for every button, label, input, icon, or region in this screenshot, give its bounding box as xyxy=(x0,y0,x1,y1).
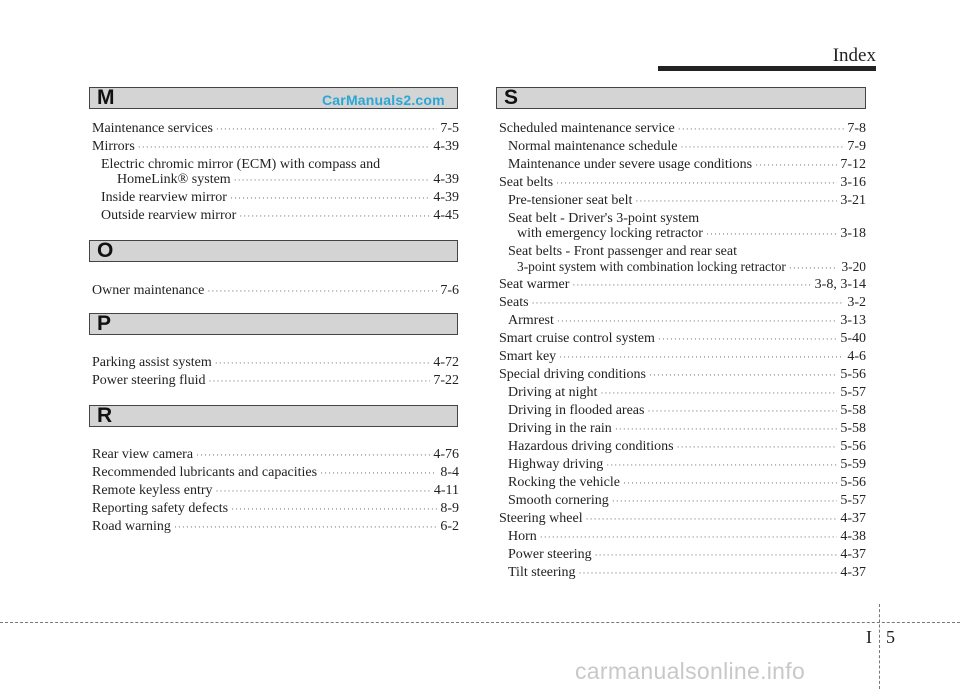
dot-leader xyxy=(215,355,431,372)
index-entry-driver-belt-line1: Seat belt - Driver's 3-point system xyxy=(508,211,700,226)
section-letter-p: P xyxy=(97,312,112,335)
dot-leader xyxy=(595,547,838,564)
index-entry-severe-usage xyxy=(508,156,866,174)
entry-page: 3-13 xyxy=(840,313,866,328)
entry-label: Road warning xyxy=(92,519,171,534)
entry-page: 7-6 xyxy=(440,283,459,298)
index-entry-road-warning xyxy=(92,518,459,536)
dot-leader xyxy=(677,439,838,456)
index-entry-armrest xyxy=(508,312,866,330)
section-header-p xyxy=(89,313,458,335)
entry-label: Seats xyxy=(499,295,529,310)
index-entry-rear-view-camera xyxy=(92,446,459,464)
index-entry-combination-retractor xyxy=(517,258,866,277)
entry-label: Mirrors xyxy=(92,139,135,154)
entry-page: 4-39 xyxy=(433,172,459,187)
index-entry-remote-keyless xyxy=(92,482,459,500)
entry-page: 4-38 xyxy=(840,529,866,544)
dot-leader xyxy=(239,208,430,225)
entry-label: Smart key xyxy=(499,349,557,364)
index-entry-front-belt-line1: Seat belts - Front passenger and rear seat xyxy=(508,244,737,259)
entry-page: 4-6 xyxy=(847,349,866,364)
dot-leader xyxy=(680,139,844,156)
dot-leader xyxy=(138,139,431,156)
entry-page: 4-39 xyxy=(433,190,459,205)
dot-leader xyxy=(635,193,837,210)
dot-leader xyxy=(557,313,837,330)
entry-label: Hazardous driving conditions xyxy=(508,439,674,454)
entry-label: Recommended lubricants and capacities xyxy=(92,465,318,480)
entry-page: 4-76 xyxy=(433,447,459,462)
entry-page: 4-37 xyxy=(840,547,866,562)
index-entry-lubricants xyxy=(92,464,459,482)
entry-label: Maintenance under severe usage conditions xyxy=(508,157,753,172)
entry-page: 8-9 xyxy=(440,501,459,516)
entry-page: 7-8 xyxy=(847,121,866,136)
entry-label: Seat belts xyxy=(499,175,554,190)
entry-label: Special driving conditions xyxy=(499,367,646,382)
dot-leader xyxy=(606,457,837,474)
index-entry-smooth-cornering xyxy=(508,492,866,510)
entry-label: Smooth cornering xyxy=(508,493,609,508)
index-entry-tilt-steering xyxy=(508,564,866,582)
footer-vertical-rule xyxy=(879,604,880,689)
entry-label: Rocking the vehicle xyxy=(508,475,620,490)
entry-label: Armrest xyxy=(508,313,554,328)
entry-label: with emergency locking retractor xyxy=(517,226,703,241)
entry-page: 4-37 xyxy=(840,511,866,526)
index-entry-seat-belts xyxy=(499,174,866,192)
dot-leader xyxy=(615,421,838,438)
entry-page: 3-8, 3-14 xyxy=(814,277,866,292)
entry-page: 5-57 xyxy=(840,493,866,508)
index-entry-power-steering-fluid xyxy=(92,372,459,390)
entry-page: 5-56 xyxy=(840,475,866,490)
dot-leader xyxy=(572,277,811,294)
index-entry-mirrors xyxy=(92,138,459,156)
index-entry-owner-maintenance xyxy=(92,282,459,300)
entry-page: 5-56 xyxy=(840,439,866,454)
entry-label: Reporting safety defects xyxy=(92,501,229,516)
index-entry-driving-night xyxy=(508,384,866,402)
index-entry-steering-wheel xyxy=(499,510,866,528)
dot-leader xyxy=(579,565,838,582)
section-letter-m: M xyxy=(97,86,115,109)
dot-leader xyxy=(612,493,838,510)
entry-page: 7-22 xyxy=(433,373,459,388)
entry-label: Owner maintenance xyxy=(92,283,205,298)
section-header-r xyxy=(89,405,458,427)
index-entry-hazardous-driving xyxy=(508,438,866,456)
index-entry-normal-schedule xyxy=(508,138,866,156)
entry-label: Highway driving xyxy=(508,457,604,472)
dot-leader xyxy=(196,447,430,464)
entry-page: 5-40 xyxy=(840,331,866,346)
entry-label: Driving at night xyxy=(508,385,598,400)
index-entry-seat-warmer xyxy=(499,276,866,294)
entry-label: Normal maintenance schedule xyxy=(508,139,678,154)
dot-leader xyxy=(532,295,845,312)
title-rule xyxy=(658,66,876,71)
dot-leader xyxy=(174,519,437,536)
entry-page: 4-39 xyxy=(433,139,459,154)
dot-leader xyxy=(216,121,437,138)
entry-page: 3-16 xyxy=(840,175,866,190)
dot-leader xyxy=(209,373,431,390)
entry-page: 5-57 xyxy=(840,385,866,400)
dot-leader xyxy=(678,121,845,138)
index-entry-emergency-retractor xyxy=(517,225,866,243)
dot-leader xyxy=(559,349,844,366)
dot-leader xyxy=(600,385,837,402)
entry-page: 4-37 xyxy=(840,565,866,580)
entry-label: Remote keyless entry xyxy=(92,483,213,498)
dot-leader xyxy=(231,501,437,518)
dot-leader xyxy=(623,475,837,492)
dot-leader xyxy=(586,511,838,528)
index-entry-driving-rain xyxy=(508,420,866,438)
index-entry-pretensioner xyxy=(508,192,866,210)
entry-page: 3-21 xyxy=(840,193,866,208)
entry-label: Tilt steering xyxy=(508,565,576,580)
section-letter-o: O xyxy=(97,239,114,262)
entry-label: Horn xyxy=(508,529,537,544)
entry-page: 4-11 xyxy=(433,483,459,498)
entry-label: 3-point system with combination locking retractor xyxy=(517,259,786,274)
entry-label: Smart cruise control system xyxy=(499,331,655,346)
index-entry-safety-defects xyxy=(92,500,459,518)
section-header-s xyxy=(496,87,866,109)
index-entry-parking-assist xyxy=(92,354,459,372)
index-entry-horn xyxy=(508,528,866,546)
dot-leader xyxy=(647,403,837,420)
index-entry-power-steering xyxy=(508,546,866,564)
index-entry-rocking-vehicle xyxy=(508,474,866,492)
dot-leader xyxy=(234,172,431,189)
watermark-carmanualsonline: carmanualsonline.info xyxy=(575,658,806,684)
footer-dashed-rule xyxy=(0,622,960,623)
entry-label: Parking assist system xyxy=(92,355,212,370)
footer-section-letter: I xyxy=(866,627,872,647)
section-header-o xyxy=(89,240,458,262)
index-entry-seats xyxy=(499,294,866,312)
entry-label: Power steering fluid xyxy=(92,373,206,388)
section-letter-r: R xyxy=(97,404,113,427)
index-entry-outside-mirror xyxy=(101,207,459,225)
dot-leader xyxy=(230,190,430,207)
dot-leader xyxy=(658,331,837,348)
section-letter-s: S xyxy=(504,86,519,109)
entry-label: Maintenance services xyxy=(92,121,213,136)
dot-leader xyxy=(755,157,837,174)
dot-leader xyxy=(706,226,837,243)
entry-page: 5-56 xyxy=(840,367,866,382)
entry-page: 5-59 xyxy=(840,457,866,472)
entry-page: 8-4 xyxy=(440,465,459,480)
entry-page: 6-2 xyxy=(440,519,459,534)
dot-leader xyxy=(207,283,437,300)
index-entry-maintenance-services xyxy=(92,120,459,138)
entry-page: 4-72 xyxy=(433,355,459,370)
entry-page: 3-18 xyxy=(840,226,866,241)
entry-label: Inside rearview mirror xyxy=(101,190,227,205)
page-title: Index xyxy=(832,45,876,66)
index-entry-smart-cruise xyxy=(499,330,866,348)
dot-leader xyxy=(320,465,437,482)
index-entry-smart-key xyxy=(499,348,866,366)
entry-label: Outside rearview mirror xyxy=(101,208,237,223)
entry-label: Power steering xyxy=(508,547,592,562)
entry-label: Seat warmer xyxy=(499,277,570,292)
entry-page: 7-12 xyxy=(840,157,866,172)
entry-label: Driving in the rain xyxy=(508,421,612,436)
entry-label: Steering wheel xyxy=(499,511,583,526)
entry-page: 5-58 xyxy=(840,403,866,418)
index-entry-driving-flooded xyxy=(508,402,866,420)
entry-page: 3-20 xyxy=(841,259,866,274)
entry-label: Rear view camera xyxy=(92,447,194,462)
entry-page: 7-5 xyxy=(440,121,459,136)
index-entry-inside-mirror xyxy=(101,189,459,207)
index-entry-ecm-homelink xyxy=(117,171,459,189)
entry-page: 5-58 xyxy=(840,421,866,436)
index-entry-scheduled-maintenance xyxy=(499,120,866,138)
entry-label: Scheduled maintenance service xyxy=(499,121,675,136)
index-entry-ecm-line1: Electric chromic mirror (ECM) with compass and xyxy=(101,157,381,172)
entry-page: 3-2 xyxy=(847,295,866,310)
index-entry-special-driving xyxy=(499,366,866,384)
dot-leader xyxy=(649,367,837,384)
footer-page-number: 5 xyxy=(886,627,895,647)
dot-leader xyxy=(789,260,839,277)
dot-leader xyxy=(540,529,838,546)
entry-label: Driving in flooded areas xyxy=(508,403,645,418)
entry-page: 4-45 xyxy=(433,208,459,223)
entry-page: 7-9 xyxy=(847,139,866,154)
dot-leader xyxy=(556,175,837,192)
watermark-carmanuals: CarManuals2.com xyxy=(322,92,445,108)
entry-label: Pre-tensioner seat belt xyxy=(508,193,633,208)
entry-label: HomeLink® system xyxy=(117,172,231,187)
index-entry-highway-driving xyxy=(508,456,866,474)
dot-leader xyxy=(216,483,431,500)
